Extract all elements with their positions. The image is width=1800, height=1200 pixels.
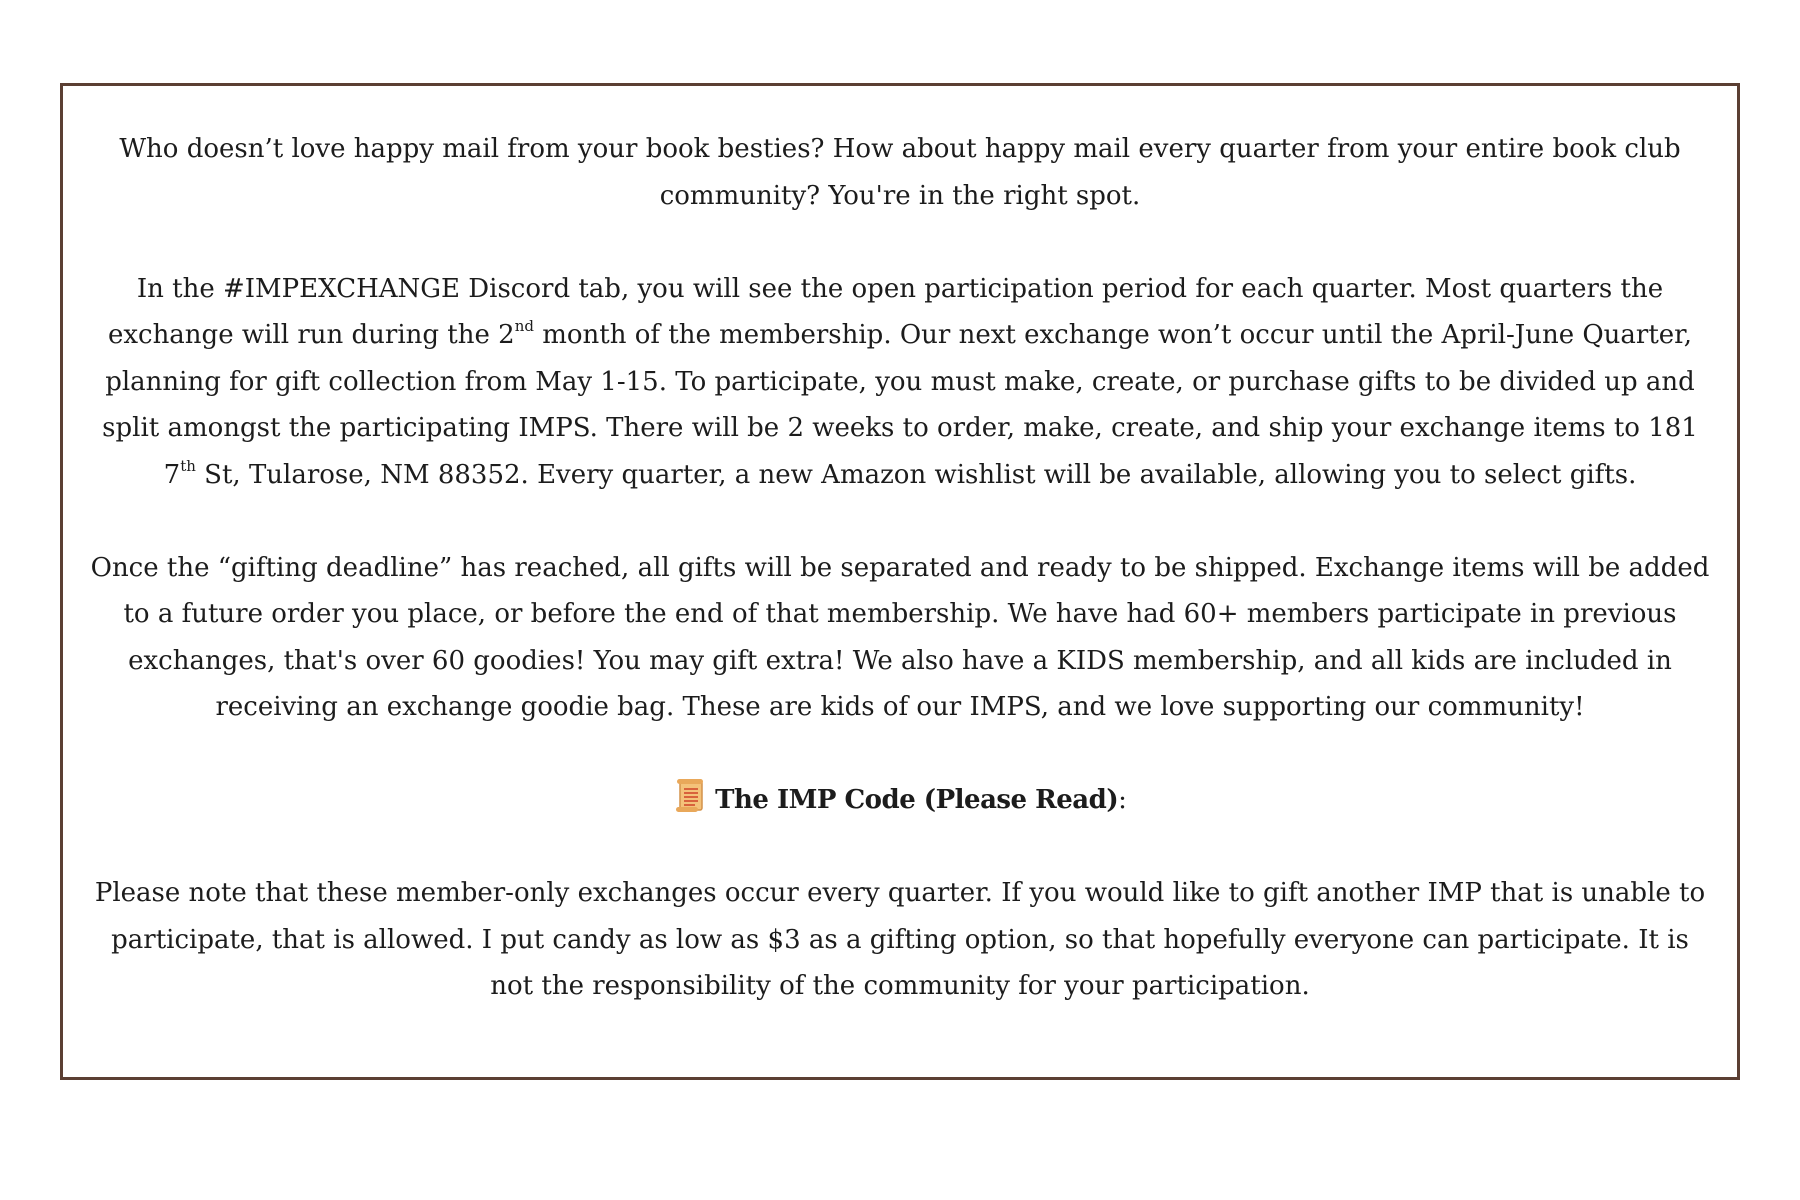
ordinal-suffix-nd: nd	[514, 317, 534, 335]
exchange-text-part1: In the #IMPEXCHANGE Discord tab, you will see the open participation period for each quarter. Most quarters the exchange will run during the 2	[107, 273, 1664, 350]
exchange-text-part3: St, Tularose, NM 88352. Every quarter, a new Amazon wishlist will be available, allowing you to select gifts.	[195, 459, 1637, 490]
imp-code-colon: :	[1118, 785, 1127, 815]
imp-code-title: The IMP Code (Please Read)	[715, 785, 1119, 815]
spacer	[87, 498, 1713, 545]
exchange-details-paragraph	[87, 266, 1713, 499]
spacer	[87, 219, 1713, 266]
intro-paragraph: Who doesn’t love happy mail from your book besties? How about happy mail every quarter from your entire book club community? You're in the right spot.	[119, 134, 1681, 211]
spacer	[87, 731, 1713, 778]
exchange-text-part2: month of the membership. Our next exchange won’t occur until the April-June Quarter, planning for gift collection from May 1-15. To participate, you must make, create, or purchase gifts to be divided up and split amongst the participating IMPS. There will be 2 weeks to order, make, create, and ship your exchange items to 181 7	[102, 320, 1698, 490]
imp-code-heading	[87, 777, 1713, 824]
ordinal-suffix-th: th	[180, 456, 196, 475]
content-box	[60, 83, 1740, 1080]
spacer	[87, 824, 1713, 871]
gifting-deadline-paragraph: Once the “gifting deadline” has reached, all gifts will be separated and ready to be shipped. Exchange items will be added to a future order you place, or before the end of that membership. We have had 60+ members participate in previous exchanges, that's over 60 goodies! You may gift extra! We also have a KIDS membership, and all kids are included in receiving an exchange goodie bag. These are kids of our IMPS, and we love supporting our community!	[90, 552, 1710, 722]
imp-code-paragraph: Please note that these member-only exchanges occur every quarter. If you would like to gift another IMP that is unable to participate, that is allowed. I put candy as low as $3 as a gifting option, so that hopefully everyone can participate. It is not the responsibility of the community for your participation.	[94, 878, 1706, 1001]
scroll-icon	[673, 778, 707, 814]
